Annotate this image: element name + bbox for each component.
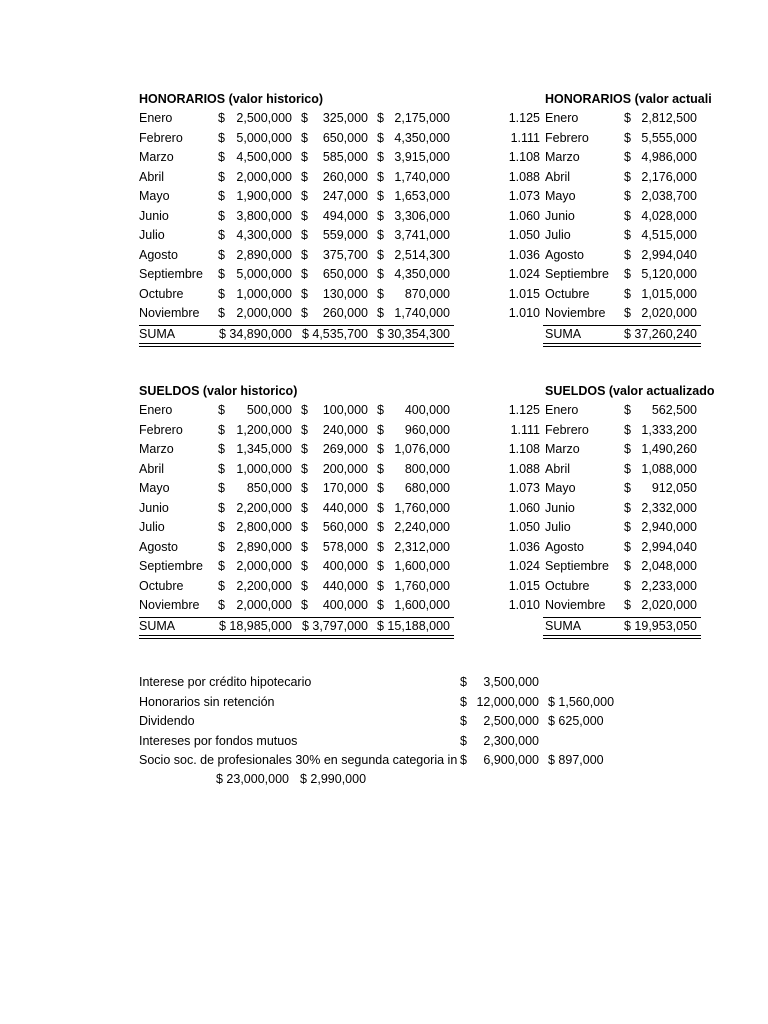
- currency-symbol: $: [624, 130, 631, 145]
- currency-symbol: $: [301, 169, 308, 184]
- amount-cell: 2,994,040: [641, 247, 697, 262]
- amount-cell: 4,350,000: [394, 267, 450, 281]
- currency-symbol: $: [377, 598, 384, 612]
- amount-cell: 1,015,000: [641, 286, 697, 301]
- currency-symbol: $: [377, 189, 384, 203]
- currency-symbol: $: [301, 422, 308, 437]
- month-label: Julio: [545, 520, 571, 534]
- factor-cell: 1.036: [508, 247, 540, 262]
- currency-symbol: $: [624, 306, 631, 320]
- currency-symbol: $: [624, 481, 631, 495]
- total-double-rule: [543, 343, 701, 347]
- currency-symbol: $: [460, 714, 467, 728]
- month-label: Septiembre: [139, 267, 203, 281]
- month-label: Noviembre: [139, 306, 200, 320]
- amount-cell: 2,240,000: [394, 520, 450, 534]
- month-label: Junio: [545, 208, 575, 223]
- amount-cell: 2,176,000: [641, 169, 697, 184]
- income-amount: 2,500,000: [483, 714, 539, 728]
- amount-cell: 2,940,000: [641, 520, 697, 534]
- month-label: Febrero: [545, 422, 589, 437]
- month-label: Septiembre: [545, 559, 609, 573]
- month-label: Abril: [545, 461, 571, 476]
- currency-symbol: $: [624, 247, 631, 262]
- factor-cell: 1.060: [508, 500, 540, 515]
- currency-symbol: $: [377, 150, 384, 164]
- honorarios_historico-title: HONORARIOS (valor historico): [139, 92, 324, 106]
- month-label: Octubre: [545, 578, 590, 593]
- factor-cell: 1.111: [510, 130, 540, 145]
- currency-symbol: $: [218, 150, 225, 164]
- amount-cell: 650,000: [322, 130, 368, 145]
- currency-symbol: $: [377, 228, 384, 242]
- month-label: Julio: [139, 228, 165, 242]
- currency-symbol: $: [377, 500, 384, 515]
- currency-symbol: $: [301, 598, 308, 612]
- currency-symbol: $: [218, 461, 225, 476]
- factor-cell: 1.108: [508, 442, 540, 456]
- amount-cell: 870,000: [404, 286, 450, 301]
- amount-cell: 400,000: [322, 598, 368, 612]
- sum-cell: $ 30,354,300: [377, 326, 450, 341]
- income-amount: 2,300,000: [483, 733, 539, 748]
- sum-cell: $ 19,953,050: [624, 618, 697, 633]
- factor-cell: 1.073: [508, 189, 540, 203]
- currency-symbol: $: [218, 598, 225, 612]
- month-label: Marzo: [139, 150, 174, 164]
- amount-cell: 2,890,000: [236, 247, 292, 262]
- currency-symbol: $: [624, 111, 631, 125]
- sum-label: SUMA: [139, 326, 176, 341]
- currency-symbol: $: [624, 228, 631, 242]
- amount-cell: 559,000: [322, 228, 368, 242]
- amount-cell: 5,000,000: [236, 130, 292, 145]
- factor-cell: 1.073: [508, 481, 540, 495]
- month-label: Julio: [545, 228, 571, 242]
- amount-cell: 1,000,000: [236, 286, 292, 301]
- factor-cell: 1.125: [508, 403, 540, 417]
- factor-cell: 1.015: [508, 286, 540, 301]
- amount-cell: 4,515,000: [641, 228, 697, 242]
- currency-symbol: $: [377, 403, 384, 417]
- month-label: Agosto: [545, 539, 584, 554]
- amount-cell: 2,312,000: [394, 539, 450, 554]
- amount-cell: 3,741,000: [394, 228, 450, 242]
- month-label: Marzo: [139, 442, 174, 456]
- month-label: Febrero: [545, 130, 589, 145]
- currency-symbol: $: [301, 247, 308, 262]
- amount-cell: 1,653,000: [394, 189, 450, 203]
- month-label: Octubre: [139, 286, 184, 301]
- currency-symbol: $: [301, 403, 308, 417]
- amount-cell: 1,740,000: [394, 169, 450, 184]
- amount-cell: 2,038,700: [641, 189, 697, 203]
- amount-cell: 170,000: [322, 481, 368, 495]
- month-label: Enero: [139, 111, 173, 125]
- currency-symbol: $: [624, 267, 631, 281]
- currency-symbol: $: [377, 267, 384, 281]
- factor-cell: 1.036: [508, 539, 540, 554]
- amount-cell: 1,076,000: [394, 442, 450, 456]
- income-extra: $ 897,000: [548, 753, 604, 767]
- month-label: Junio: [545, 500, 575, 515]
- amount-cell: 680,000: [404, 481, 450, 495]
- month-label: Mayo: [545, 481, 576, 495]
- month-label: Agosto: [545, 247, 584, 262]
- month-label: Abril: [139, 461, 165, 476]
- amount-cell: 4,986,000: [641, 150, 697, 164]
- month-label: Noviembre: [545, 306, 606, 320]
- amount-cell: 269,000: [322, 442, 368, 456]
- amount-cell: 2,048,000: [641, 559, 697, 573]
- sum-cell: $ 37,260,240: [624, 326, 697, 341]
- amount-cell: 375,700: [322, 247, 368, 262]
- currency-symbol: $: [301, 130, 308, 145]
- currency-symbol: $: [624, 500, 631, 515]
- currency-symbol: $: [301, 228, 308, 242]
- amount-cell: 560,000: [322, 520, 368, 534]
- currency-symbol: $: [377, 461, 384, 476]
- factor-cell: 1.024: [508, 267, 540, 281]
- month-label: Noviembre: [139, 598, 200, 612]
- sum-label: SUMA: [545, 326, 582, 341]
- currency-symbol: $: [624, 520, 631, 534]
- total-double-rule: [543, 635, 701, 639]
- month-label: Marzo: [545, 150, 580, 164]
- factor-cell: 1.125: [508, 111, 540, 125]
- currency-symbol: $: [218, 306, 225, 320]
- income-amount: 12,000,000: [476, 694, 539, 709]
- currency-symbol: $: [377, 422, 384, 437]
- amount-cell: 5,120,000: [641, 267, 697, 281]
- sum-cell: $ 3,797,000: [301, 618, 368, 633]
- amount-cell: 2,020,000: [641, 306, 697, 320]
- month-label: Octubre: [139, 578, 184, 593]
- amount-cell: 800,000: [404, 461, 450, 476]
- factor-cell: 1.050: [508, 520, 540, 534]
- amount-cell: 2,812,500: [641, 111, 697, 125]
- month-label: Mayo: [545, 189, 576, 203]
- total-double-rule: [139, 343, 454, 347]
- currency-symbol: $: [624, 598, 631, 612]
- amount-cell: 4,300,000: [236, 228, 292, 242]
- currency-symbol: $: [218, 500, 225, 515]
- amount-cell: 4,350,000: [394, 130, 450, 145]
- currency-symbol: $: [218, 442, 225, 456]
- amount-cell: 1,740,000: [394, 306, 450, 320]
- month-label: Febrero: [139, 422, 183, 437]
- amount-cell: 100,000: [322, 403, 368, 417]
- currency-symbol: $: [377, 578, 384, 593]
- amount-cell: 1,490,260: [641, 442, 697, 456]
- currency-symbol: $: [624, 169, 631, 184]
- amount-cell: 494,000: [322, 208, 368, 223]
- amount-cell: 400,000: [322, 559, 368, 573]
- amount-cell: 562,500: [651, 403, 697, 417]
- currency-symbol: $: [301, 461, 308, 476]
- total-double-rule: [139, 635, 454, 639]
- currency-symbol: $: [624, 403, 631, 417]
- currency-symbol: $: [218, 422, 225, 437]
- currency-symbol: $: [301, 481, 308, 495]
- income-label: Interese por crédito hipotecario: [139, 675, 312, 689]
- currency-symbol: $: [218, 189, 225, 203]
- sum-label: SUMA: [545, 618, 582, 633]
- month-label: Agosto: [139, 247, 178, 262]
- currency-symbol: $: [218, 169, 225, 184]
- currency-symbol: $: [301, 578, 308, 593]
- currency-symbol: $: [377, 539, 384, 554]
- amount-cell: 500,000: [246, 403, 292, 417]
- amount-cell: 2,000,000: [236, 306, 292, 320]
- currency-symbol: $: [377, 442, 384, 456]
- factor-cell: 1.010: [508, 306, 540, 320]
- sueldos_historico-title: SUELDOS (valor historico): [139, 384, 298, 398]
- amount-cell: 2,800,000: [236, 520, 292, 534]
- amount-cell: 2,020,000: [641, 598, 697, 612]
- income-label: Dividendo: [139, 714, 195, 728]
- amount-cell: 2,332,000: [641, 500, 697, 515]
- sum-cell: $ 4,535,700: [301, 326, 368, 341]
- month-label: Enero: [139, 403, 173, 417]
- amount-cell: 2,890,000: [236, 539, 292, 554]
- currency-symbol: $: [377, 130, 384, 145]
- currency-symbol: $: [460, 753, 467, 767]
- month-label: Enero: [545, 403, 579, 417]
- currency-symbol: $: [624, 286, 631, 301]
- factor-cell: 1.108: [508, 150, 540, 164]
- currency-symbol: $: [377, 306, 384, 320]
- income-amount: 3,500,000: [483, 675, 539, 689]
- amount-cell: 1,200,000: [236, 422, 292, 437]
- currency-symbol: $: [301, 306, 308, 320]
- currency-symbol: $: [377, 111, 384, 125]
- currency-symbol: $: [460, 694, 467, 709]
- currency-symbol: $: [218, 247, 225, 262]
- currency-symbol: $: [218, 403, 225, 417]
- currency-symbol: $: [377, 208, 384, 223]
- amount-cell: 200,000: [322, 461, 368, 476]
- amount-cell: 1,900,000: [236, 189, 292, 203]
- currency-symbol: $: [301, 189, 308, 203]
- amount-cell: 325,000: [322, 111, 368, 125]
- currency-symbol: $: [301, 520, 308, 534]
- amount-cell: 2,514,300: [394, 247, 450, 262]
- currency-symbol: $: [301, 559, 308, 573]
- amount-cell: 4,500,000: [236, 150, 292, 164]
- amount-cell: 2,000,000: [236, 598, 292, 612]
- income-total: $ 2,990,000: [300, 772, 367, 786]
- amount-cell: 1,760,000: [394, 500, 450, 515]
- currency-symbol: $: [301, 442, 308, 456]
- month-label: Febrero: [139, 130, 183, 145]
- currency-symbol: $: [624, 539, 631, 554]
- amount-cell: 2,000,000: [236, 169, 292, 184]
- currency-symbol: $: [301, 111, 308, 125]
- sum-cell: $ 15,188,000: [377, 618, 450, 633]
- amount-cell: 5,000,000: [236, 267, 292, 281]
- currency-symbol: $: [218, 267, 225, 281]
- amount-cell: 240,000: [322, 422, 368, 437]
- amount-cell: 2,200,000: [236, 578, 292, 593]
- currency-symbol: $: [301, 539, 308, 554]
- currency-symbol: $: [218, 520, 225, 534]
- amount-cell: 2,994,040: [641, 539, 697, 554]
- factor-cell: 1.050: [508, 228, 540, 242]
- month-label: Mayo: [139, 481, 170, 495]
- amount-cell: 2,175,000: [394, 111, 450, 125]
- currency-symbol: $: [624, 189, 631, 203]
- amount-cell: 247,000: [322, 189, 368, 203]
- currency-symbol: $: [218, 539, 225, 554]
- income-label: Honorarios sin retención: [139, 694, 275, 709]
- currency-symbol: $: [301, 286, 308, 301]
- income-label: Socio soc. de profesionales 30% en segunda categoria in: [139, 753, 458, 767]
- currency-symbol: $: [301, 500, 308, 515]
- currency-symbol: $: [218, 228, 225, 242]
- amount-cell: 260,000: [322, 306, 368, 320]
- amount-cell: 578,000: [322, 539, 368, 554]
- currency-symbol: $: [460, 675, 467, 689]
- factor-cell: 1.088: [508, 461, 540, 476]
- amount-cell: 400,000: [404, 403, 450, 417]
- currency-symbol: $: [377, 247, 384, 262]
- month-label: Septiembre: [545, 267, 609, 281]
- currency-symbol: $: [624, 422, 631, 437]
- amount-cell: 1,333,200: [641, 422, 697, 437]
- currency-symbol: $: [377, 169, 384, 184]
- currency-symbol: $: [301, 208, 308, 223]
- amount-cell: 650,000: [322, 267, 368, 281]
- currency-symbol: $: [377, 481, 384, 495]
- amount-cell: 130,000: [322, 286, 368, 301]
- month-label: Junio: [139, 500, 169, 515]
- factor-cell: 1.060: [508, 208, 540, 223]
- currency-symbol: $: [218, 111, 225, 125]
- currency-symbol: $: [377, 286, 384, 301]
- income-total: $ 23,000,000: [216, 772, 289, 786]
- factor-cell: 1.015: [508, 578, 540, 593]
- amount-cell: 2,233,000: [641, 578, 697, 593]
- currency-symbol: $: [301, 267, 308, 281]
- amount-cell: 440,000: [322, 500, 368, 515]
- month-label: Noviembre: [545, 598, 606, 612]
- honorarios_actualizado-title: HONORARIOS (valor actuali: [545, 92, 712, 106]
- amount-cell: 2,200,000: [236, 500, 292, 515]
- currency-symbol: $: [624, 208, 631, 223]
- currency-symbol: $: [218, 578, 225, 593]
- amount-cell: 3,800,000: [236, 208, 292, 223]
- currency-symbol: $: [460, 733, 467, 748]
- currency-symbol: $: [624, 578, 631, 593]
- currency-symbol: $: [624, 150, 631, 164]
- factor-cell: 1.088: [508, 169, 540, 184]
- amount-cell: 1,000,000: [236, 461, 292, 476]
- currency-symbol: $: [624, 442, 631, 456]
- currency-symbol: $: [301, 150, 308, 164]
- month-label: Abril: [545, 169, 571, 184]
- sum-label: SUMA: [139, 618, 176, 633]
- amount-cell: 1,760,000: [394, 578, 450, 593]
- amount-cell: 3,915,000: [394, 150, 450, 164]
- month-label: Octubre: [545, 286, 590, 301]
- currency-symbol: $: [218, 208, 225, 223]
- income-amount: 6,900,000: [483, 753, 539, 767]
- amount-cell: 2,500,000: [236, 111, 292, 125]
- amount-cell: 440,000: [322, 578, 368, 593]
- factor-cell: 1.024: [508, 559, 540, 573]
- income-label: Intereses por fondos mutuos: [139, 733, 298, 748]
- income-extra: $ 1,560,000: [548, 694, 615, 709]
- amount-cell: 260,000: [322, 169, 368, 184]
- month-label: Septiembre: [139, 559, 203, 573]
- amount-cell: 1,600,000: [394, 559, 450, 573]
- month-label: Junio: [139, 208, 169, 223]
- amount-cell: 912,050: [651, 481, 697, 495]
- month-label: Mayo: [139, 189, 170, 203]
- month-label: Agosto: [139, 539, 178, 554]
- amount-cell: 2,000,000: [236, 559, 292, 573]
- amount-cell: 1,600,000: [394, 598, 450, 612]
- factor-cell: 1.111: [510, 422, 540, 437]
- sueldos_actualizado-title: SUELDOS (valor actualizado: [545, 384, 715, 398]
- month-label: Abril: [139, 169, 165, 184]
- amount-cell: 1,088,000: [641, 461, 697, 476]
- currency-symbol: $: [218, 286, 225, 301]
- factor-cell: 1.010: [508, 598, 540, 612]
- amount-cell: 850,000: [246, 481, 292, 495]
- currency-symbol: $: [624, 461, 631, 476]
- amount-cell: 3,306,000: [394, 208, 450, 223]
- income-extra: $ 625,000: [548, 714, 604, 728]
- currency-symbol: $: [218, 130, 225, 145]
- currency-symbol: $: [377, 559, 384, 573]
- month-label: Enero: [545, 111, 579, 125]
- amount-cell: 585,000: [322, 150, 368, 164]
- currency-symbol: $: [218, 559, 225, 573]
- sum-cell: $ 34,890,000: [219, 326, 292, 341]
- currency-symbol: $: [218, 481, 225, 495]
- sum-cell: $ 18,985,000: [219, 618, 292, 633]
- amount-cell: 960,000: [404, 422, 450, 437]
- currency-symbol: $: [377, 520, 384, 534]
- amount-cell: 5,555,000: [641, 130, 697, 145]
- month-label: Julio: [139, 520, 165, 534]
- currency-symbol: $: [624, 559, 631, 573]
- month-label: Marzo: [545, 442, 580, 456]
- amount-cell: 4,028,000: [641, 208, 697, 223]
- amount-cell: 1,345,000: [236, 442, 292, 456]
